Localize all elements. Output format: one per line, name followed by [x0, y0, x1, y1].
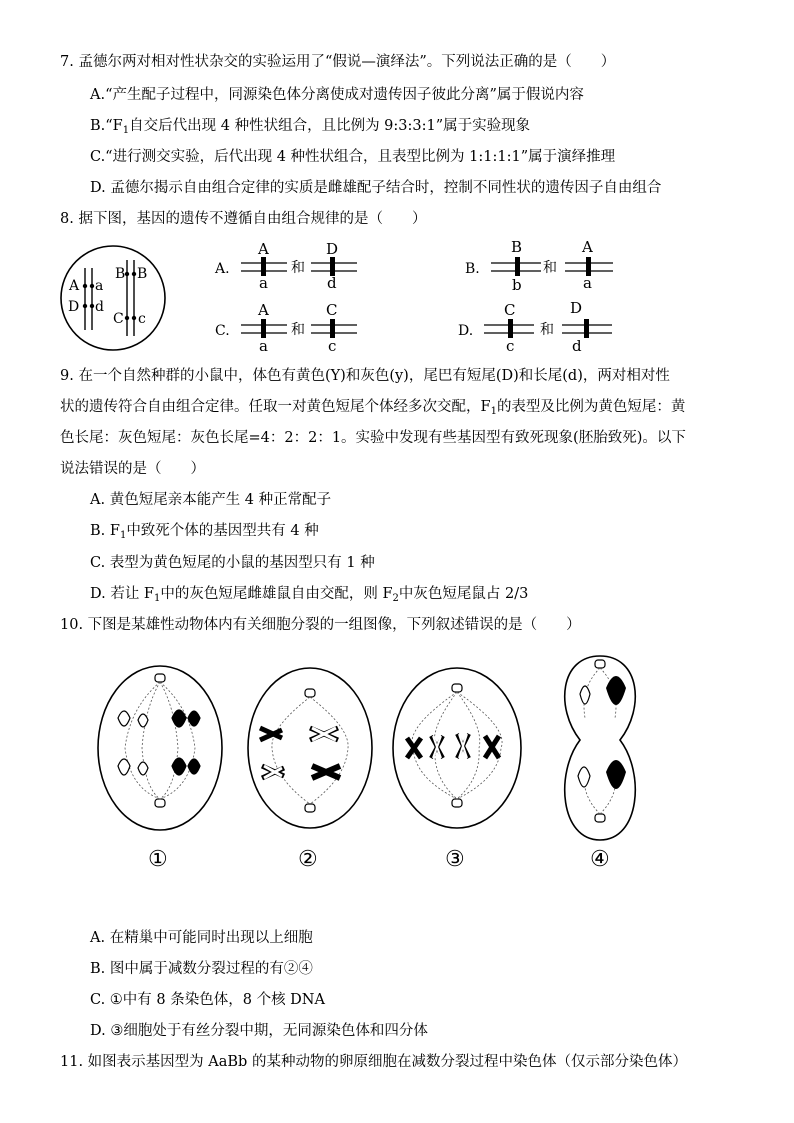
q7-option-d: D. 孟德尔揭示自由组合定律的实质是雌雄配子结合时，控制不同性状的遗传因子自由组合: [90, 180, 662, 196]
q9-option-d: D. 若让 $F_1$中的灰色短尾雌雄鼠自由交配，则 $F_2$中灰色短尾鼠占 2/3: [90, 586, 529, 604]
gene-label-c: c: [138, 311, 146, 327]
q7-option-a: A.“产生配子过程中，同源染色体分离使成对遗传因子彼此分离”属于假说内容: [90, 87, 584, 103]
q9-stem-line-2: 状的遗传符合自由组合定律。任取一对黄色短尾个体经多次交配，$F_1$的表型及比例为黄色短尾：黄: [60, 399, 686, 417]
svg-text:D.: D.: [458, 323, 474, 339]
q8-cell-diagram: [61, 246, 165, 350]
svg-text:C: C: [504, 301, 516, 319]
svg-text:和: 和: [543, 260, 557, 276]
svg-text:a: a: [583, 274, 592, 292]
cell-1-diagram: [98, 666, 222, 830]
q9-option-c: C. 表型为黄色短尾的小鼠的基因型只有 1 种: [90, 555, 375, 571]
svg-text:c: c: [506, 337, 515, 355]
q9-stem-line-1: 9. 在一个自然种群的小鼠中，体色有黄色(Y)和灰色(y)，尾巴有短尾(D)和长尾(d)，两对相对性: [60, 368, 670, 384]
q9-stem-line-3: 色长尾：灰色短尾：灰色长尾=4：2：2：1。实验中发现有些基因型有致死现象(胚胎致死)。以下: [60, 430, 686, 446]
q8-stem: 8. 据下图，基因的遗传不遵循自由组合规律的是（ ）: [60, 211, 427, 227]
cell-3-diagram: [393, 668, 521, 828]
q10-option-b: B. 图中属于减数分裂过程的有②④: [90, 961, 313, 977]
svg-text:和: 和: [540, 322, 554, 338]
svg-text:D: D: [326, 240, 339, 258]
gene-label-B2: B: [137, 266, 148, 282]
svg-text:a: a: [259, 274, 268, 292]
cell-4-label: ④: [590, 847, 610, 872]
q9-option-b: B. $F_1$中致死个体的基因型共有 4 种: [90, 523, 319, 541]
q11-stem: 11. 如图表示基因型为 AaBb 的某种动物的卵原细胞在减数分裂过程中染色体（仅示部分染色体）: [60, 1054, 687, 1070]
svg-text:A: A: [258, 301, 269, 319]
q9-stem-line-4: 说法错误的是（ ）: [60, 461, 205, 477]
q7-option-b: $B.“F_1$自交后代出现 4 种性状组合，且比例为 9:3:3:1”属于实验现象: [90, 118, 531, 136]
q10-figure: [90, 648, 670, 888]
q8-option-c: [215, 301, 357, 355]
svg-text:B: B: [511, 238, 523, 256]
q8-figure: [55, 238, 755, 358]
q10-option-a: A. 在精巢中可能同时出现以上细胞: [90, 930, 313, 946]
gene-label-a: a: [95, 278, 104, 294]
svg-text:和: 和: [291, 260, 305, 276]
svg-text:B.: B.: [465, 261, 480, 277]
svg-text:d: d: [327, 274, 337, 292]
cell-1-label: ①: [148, 847, 168, 872]
svg-text:C: C: [326, 301, 338, 319]
svg-text:A: A: [258, 240, 269, 258]
svg-text:b: b: [512, 276, 522, 294]
svg-text:D: D: [570, 299, 583, 317]
svg-text:A.: A.: [215, 261, 230, 277]
cell-2-label: ②: [298, 847, 318, 872]
gene-label-C: C: [113, 311, 124, 327]
svg-text:A: A: [582, 238, 593, 256]
cell-2-diagram: [248, 668, 372, 828]
q10-option-d: D. ③细胞处于有丝分裂中期，无同源染色体和四分体: [90, 1023, 428, 1039]
svg-text:d: d: [572, 337, 582, 355]
gene-label-d: d: [95, 299, 104, 315]
q10-stem: 10. 下图是某雄性动物体内有关细胞分裂的一组图像，下列叙述错误的是（ ）: [60, 617, 581, 633]
svg-text:和: 和: [291, 322, 305, 338]
q8-option-d: [458, 299, 612, 355]
q7-option-c: C.“进行测交实验，后代出现 4 种性状组合，且表型比例为 1:1:1:1”属于演绎推理: [90, 149, 616, 165]
q8-option-b: [465, 238, 613, 294]
q8-option-a: [214, 240, 357, 292]
gene-label-A: A: [69, 278, 80, 294]
cell-4-diagram: [565, 656, 636, 840]
svg-text:c: c: [328, 337, 337, 355]
q7-stem: 7. 孟德尔两对相对性状杂交的实验运用了“假说—演绎法”。下列说法正确的是（ ）: [60, 54, 616, 70]
gene-label-B1: B: [115, 266, 126, 282]
q10-option-c: C. ①中有 8 条染色体，8 个核 DNA: [90, 992, 325, 1008]
svg-text:C.: C.: [215, 323, 230, 339]
gene-label-D: D: [68, 299, 80, 315]
svg-text:a: a: [259, 337, 268, 355]
q9-option-a: A. 黄色短尾亲本能产生 4 种正常配子: [90, 492, 332, 508]
cell-3-label: ③: [445, 847, 465, 872]
